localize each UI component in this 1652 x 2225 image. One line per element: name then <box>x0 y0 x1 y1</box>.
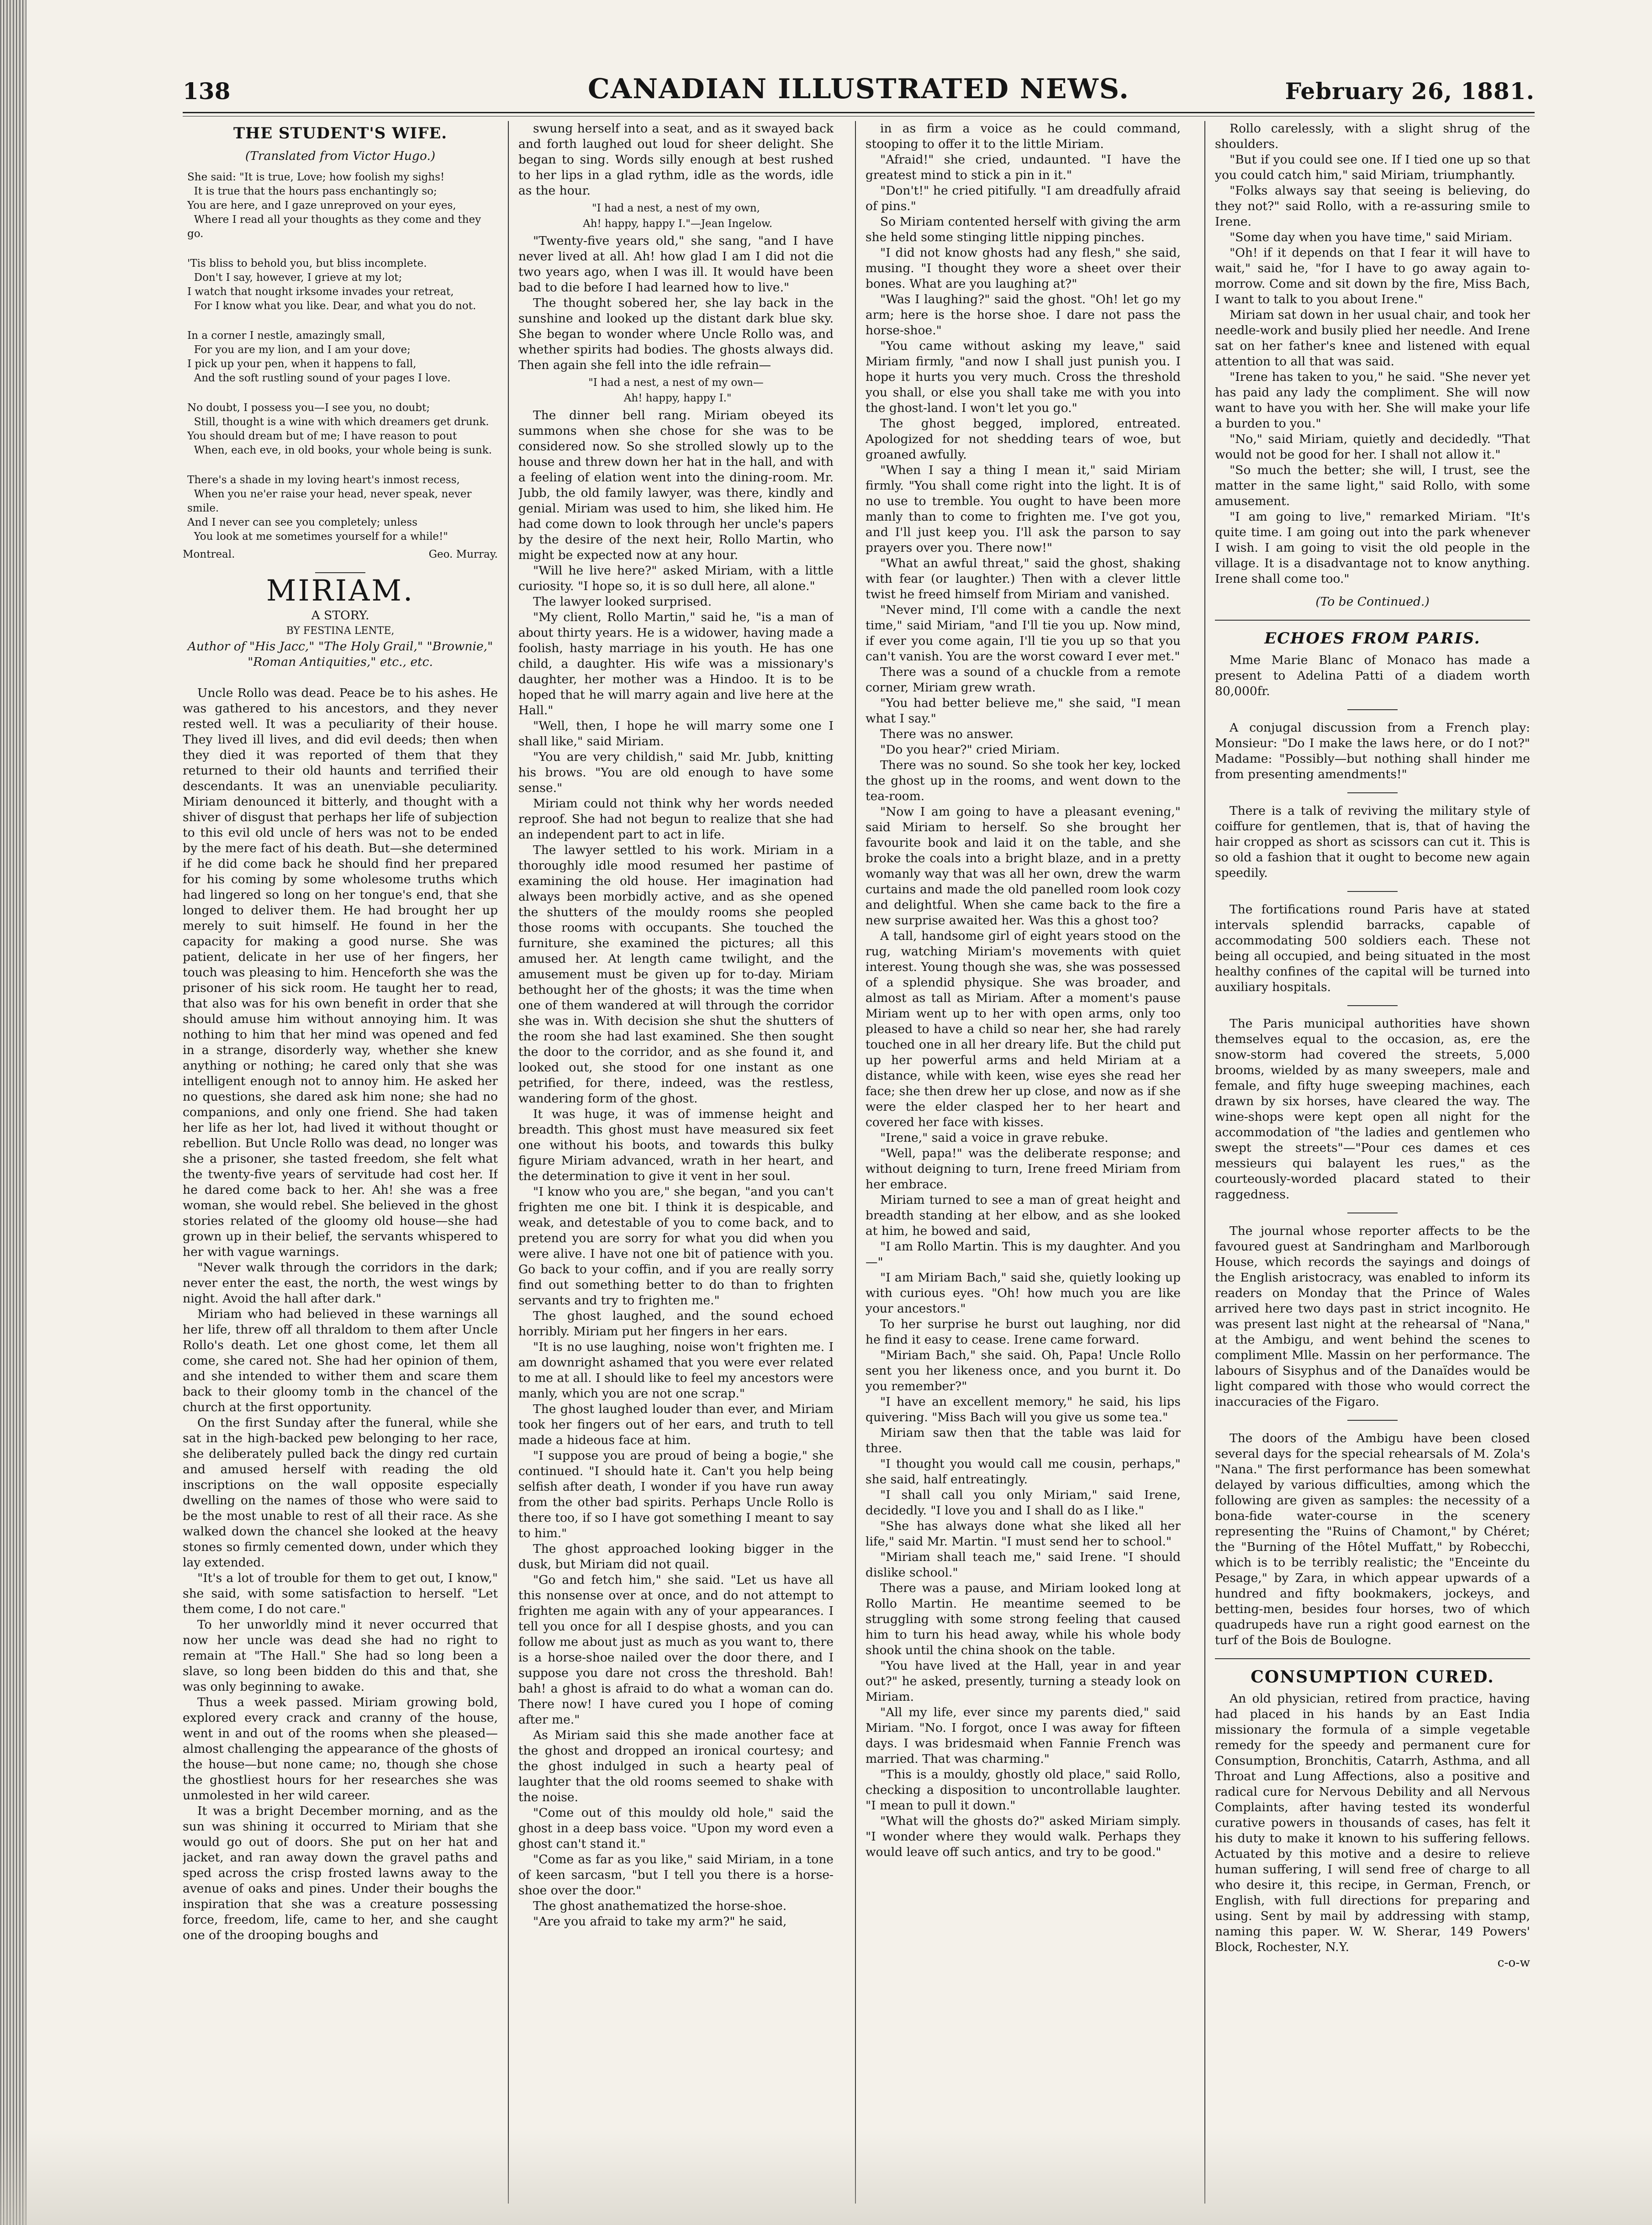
story-paragraph: "You have lived at the Hall, year in and year out?" he asked, presently, turning a steady look on Miriam. <box>866 1659 1181 1704</box>
story-paragraph: The ghost laughed, and the sound echoed horribly. Miriam put her fingers in her ears. <box>518 1309 834 1339</box>
story-paragraph: "What an awful threat," said the ghost, shaking with fear (or laughter.) Then with a clever little twist he freed himself from Miriam and vanished. <box>866 556 1181 601</box>
page-binding-edge <box>0 0 26 2225</box>
story-paragraph: "What will the ghosts do?" asked Miriam simply. "I wonder where they would walk. Perhaps they would leave off such antics, and try to be good." <box>866 1814 1181 1859</box>
story-paragraph: "You came without asking my leave," said Miriam firmly, "and now I shall just punish you. I hope it hurts you very much. Cross the threshold you shall, or else you shall take me with you into the ghost-land. I won't let you go." <box>866 339 1181 415</box>
story-paragraph: "Irene," said a voice in grave rebuke. <box>880 1131 1108 1145</box>
story-paragraph: "Irene has taken to you," he said. "She never yet has paid any lady the compliment. She will now want to have you with her. She will make your life a burden to you." <box>1215 370 1530 431</box>
column-4 <box>1215 121 1530 2204</box>
poem-author: Geo. Murray. <box>428 548 498 560</box>
to-be-continued: (To be Continued.) <box>1315 595 1430 609</box>
poem-signature <box>183 547 498 562</box>
story-paragraph: "This is a mouldy, ghostly old place," said Rollo, checking a disposition to uncontrollable laughter. "I mean to pull it down." <box>866 1767 1181 1813</box>
story-paragraph: The ghost approached looking bigger in the dusk, but Miriam did not quail. <box>518 1542 834 1571</box>
ad-code: c-o-w <box>1497 1956 1530 1970</box>
story-paragraph: "Oh! if it depends on that I fear it will have to wait," said he, "for I have to go away again to-morrow. Come and sit down by the fire, Miss Bach, I want to talk to you about Irene." <box>1215 246 1530 306</box>
story-paragraph: "I am Rollo Martin. This is my daughter. And you—" <box>866 1239 1181 1269</box>
section-rule <box>315 572 365 573</box>
header-rule <box>183 112 1535 116</box>
poem-body <box>183 170 498 544</box>
echoes-item: The Paris municipal authorities have shown themselves equal to the occasion, as, ere the snow-storm had covered the streets, 5,000 brooms, wielded by as many sweepers, male and female, and fifty huge sweeping machines, each drawn by six horses, have cleared the way. The wine-shops were kept open all night for the accommodation of "the ladies and gentlemen who swept the streets"—"Pour ces dames et ces messieurs qui balayent les rues," as the courteously-worded placard stated to their raggedness. <box>1215 1017 1530 1202</box>
story-paragraph: in as firm a voice as he could command, stooping to offer it to the little Miriam. <box>866 121 1181 151</box>
story-paragraph: Uncle Rollo was dead. Peace be to his ashes. He was gathered to his ancestors, and they never rested well. It was a peculiarity of their house. They lived ill lives, and did evil deeds; then when they died it was reported of them that they returned to their old haunts and terrified their descendants. It was an unenviable peculiarity. Miriam denounced it bitterly, and thought with a shiver of disgust that perhaps her life of subjection to this evil old uncle of hers was not to be ended by the mere fact of his death. But—she determined if he did come back he should find her prepared for his coming by some wholesome truths which had lingered so long on her tongue's end, that she longed to deliver them. He had brought her up merely to suit himself. He found in her the capacity for making a good nurse. She was patient, delicate in her use of her fingers, her touch was pleasing to him. Henceforth she was the prisoner of his sick room. He taught her to read, that also was for his own benefit in order that she should amuse him without annoying him. It was nothing to him that her mind was opened and fed in a strange, disorderly way, whether she knew anything or nothing; he cared only that she was intelligent enough not to annoy him. He asked her no questions, she dared ask him none; she had no companions, and only one friend. She had taken her life as her lot, had lived it without thought or rebellion. But Uncle Rollo was dead, no longer was she a prisoner, she tasted freedom, she felt what the twenty-five years of servitude had cost her. If he dared come back to her. Ah! she was a free woman, she would rebel. She believed in the ghost stories related of the gloomy old house—she had grown up in their belief, the servants whispered to her with vague warnings. <box>183 686 498 1259</box>
item-rule <box>1347 1420 1398 1421</box>
story-paragraph: "But if you could see one. If I tied one up so that you could catch him," said Miriam, triumphantly. <box>1215 153 1530 182</box>
story-paragraph: "Folks always say that seeing is believing, do they not?" said Rollo, with a re-assuring smile to Irene. <box>1215 184 1530 229</box>
story-paragraph: "When I say a thing I mean it," said Miriam firmly. "You shall come right into the light. It is of no use to tremble. You ought to have been more manly than to come to frighten me. I've got you, and I'll just keep you. I'll ask the parson to say prayers over you. There now!" <box>866 463 1181 555</box>
echoes-item: The doors of the Ambigu have been closed several days for the special rehearsals of M. Zola's "Nana." The first performance has been somewhat delayed by various difficulties, among which the following are given as samples: the necessity of a bona-fide water-course in the scenery representing the "Ruins of Chamont," by Chéret; the "Burning of the Hôtel Muffatt," by Robecchi, which is to be terribly realistic; the "Enceinte du Pesage," by Zara, in which appear upwards of a hundred and fifty bookmakers, jockeys, and betting-men, besides four horses, two of which quadrupeds have run a right good earnest on the turf of the Bois de Boulogne. <box>1215 1431 1530 1647</box>
page-header <box>183 69 1535 110</box>
story-paragraph: "You had better believe me," she said, "I mean what I say." <box>866 696 1181 726</box>
paper-stain <box>0 2128 1652 2225</box>
story-paragraph: "Go and fetch him," she said. "Let us have all this nonsense over at once, and do not attempt to frighten me again with any of your appearances. I tell you once for all I despise ghosts, and you can follow me about just as much as you want to, there is a horse-shoe nailed over the door there, and I suppose you dare not cross the threshold. Bah! bah! a ghost is afraid to do what a woman can do. There now! I have cured you I hope of coming after me." <box>518 1573 834 1727</box>
story-verse: "I had a nest, a nest of my own— Ah! happy, happy I." <box>588 377 764 404</box>
story-paragraph: "All my life, ever since my parents died," said Miriam. "No. I forgot, once I was away for fifteen days. I was bridesmaid when Fannie French was married. That was charming." <box>866 1705 1181 1766</box>
echoes-item: A conjugal discussion from a French play: Monsieur: "Do I make the laws here, or do I not?" Madame: "Possibly—but nothing shall hinder me from presenting amendments!" <box>1215 721 1530 781</box>
story-paragraph: There was a pause, and Miriam looked long at Rollo Martin. He meantime seemed to be struggling with some strong feeling that caused him to turn his head away, while his whole body shook until the china shook on the table. <box>866 1581 1181 1657</box>
column-divider <box>855 121 856 2204</box>
story-paragraph: There was no answer. <box>880 727 1014 741</box>
story-paragraph: The ghost begged, implored, entreated. Apologized for not shedding tears of woe, but groaned awfully. <box>866 417 1181 462</box>
echoes-item: The fortifications round Paris have at stated intervals splendid barracks, capable of accommodating 500 soldiers each. These not being all occupied, and being situated in the most healthy confines of the capital will be turned into auxiliary hospitals. <box>1215 902 1530 994</box>
story-paragraph: "Are you afraid to take my arm?" he said, <box>533 1914 787 1929</box>
story-paragraph: "Come as far as you like," said Miriam, in a tone of keen sarcasm, "but I tell you there is a horse-shoe over the door." <box>518 1852 834 1898</box>
story-paragraph: "Miriam Bach," she said. Oh, Papa! Uncle Rollo sent you her likeness once, and you burnt it. Do you remember?" <box>866 1348 1181 1393</box>
story-paragraph: "It's a lot of trouble for them to get out, I know," she said, with some satisfaction to herself. "Let them come, I do not care." <box>183 1571 498 1616</box>
story-paragraph: "Don't!" he cried pitifully. "I am dreadfully afraid of pins." <box>866 184 1181 213</box>
poem-stanza: There's a shade in my loving heart's inmost recess, When you ne'er raise your head, never speak, never smile. And I never can see you completely; unless You look at me sometimes yourself for a while!" <box>187 474 472 543</box>
story-paragraph: As Miriam said this she made another face at the ghost and dropped an ironical courtesy; and the ghost indulged in such a hearty peal of laughter that the old rooms seemed to shake with the noise. <box>518 1728 834 1804</box>
story-paragraph: "Was I laughing?" said the ghost. "Oh! let go my arm; here is the horse shoe. I dare not pass the horse-shoe." <box>866 292 1181 337</box>
poem-stanza: 'Tis bliss to behold you, but bliss incomplete. Don't I say, however, I grieve at my lot; I watch that nought irksome invades your retreat, For I know what you like. Dear, and what you do not. <box>187 258 476 312</box>
column-3 <box>866 121 1181 2204</box>
masthead-title: CANADIAN ILLUSTRATED NEWS. <box>587 73 1130 105</box>
item-rule <box>1347 891 1398 892</box>
story-paragraph: swung herself into a seat, and as it swayed back and forth laughed out loud for sheer delight. She began to sing. Words silly enough at best rushed to her lips in a glad rythm, idle as the words, idle as the hour. <box>518 121 834 198</box>
story-paragraph: Thus a week passed. Miriam growing bold, explored every crack and cranny of the house, went in and out of the rooms when she pleased—almost challenging the appearance of the ghosts of the house—but none came; no, though she chose the ghostliest hours for her researches she was unmolested in her wild career. <box>183 1695 498 1803</box>
story-paragraph: Miriam sat down in her usual chair, and took her needle-work and busily plied her needle. And Irene sat on her father's knee and listened with equal attention to all that was said. <box>1215 308 1530 369</box>
story-paragraph: "I shall call you only Miriam," said Irene, decidedly. "I love you and I shall do as I like." <box>866 1488 1181 1518</box>
story-paragraph: "I know who you are," she began, "and you can't frighten me one bit. I think it is despicable, and weak, and detestable of you to come back, and to pretend you are sorry for what you did when you were alive. I have not one bit of patience with you. Go back to your coffin, and if you are really sorry find out something better to do than to frighten servants and try to frighten me." <box>518 1185 834 1308</box>
story-paragraph: On the first Sunday after the funeral, while she sat in the high-backed pew belonging to her race, she deliberately pulled back the dingy red curtain and amused herself with reading the old inscriptions on the wall opposite especially dwelling on the names of those who were said to be the most unable to rest of all their race. As she walked down the chancel she looked at the heavy stones so firmly cemented down, under which they lay extended. <box>183 1416 498 1570</box>
column-divider <box>508 121 509 2204</box>
story-paragraph: "Never mind, I'll come with a candle the next time," said Miriam, "and I'll tie you up. Now mind, if ever you come again, I'll tie you up so that you can't vanish. You are the worst coward I ever met." <box>866 603 1181 664</box>
story-paragraph: "Well, then, I hope he will marry some one I shall like," said Miriam. <box>518 719 834 749</box>
story-paragraph: Rollo carelessly, with a slight shrug of the shoulders. <box>1215 121 1530 151</box>
story-paragraph: "Some day when you have time," said Miriam. <box>1230 230 1513 244</box>
story-paragraph: The ghost laughed louder than ever, and Miriam took her fingers out of her ears, and truth to tell made a hideous face at him. <box>518 1402 834 1447</box>
column-divider <box>1204 121 1205 2204</box>
item-rule <box>1347 792 1398 793</box>
story-paragraph: "I am going to live," remarked Miriam. "It's quite time. I am going out into the park whenever I wish. I am going to visit the old people in the village. It is a disadvantage not to know anything. Irene shall come too." <box>1215 510 1530 586</box>
story-paragraph: "Miriam shall teach me," said Irene. "I should dislike school." <box>866 1550 1181 1580</box>
story-paragraph: "Never walk through the corridors in the dark; never enter the east, the north, the west wings by night. Avoid the hall after dark." <box>183 1260 498 1306</box>
story-paragraph: The ghost anathematized the horse-shoe. <box>533 1899 787 1913</box>
section-rule <box>1215 1658 1530 1659</box>
page-number: 138 <box>183 78 231 105</box>
story-paragraph: "Do you hear?" cried Miriam. <box>880 743 1060 757</box>
story-paragraph: "I am Miriam Bach," said she, quietly looking up with curious eyes. "Oh! how much you are like your ancestors." <box>866 1271 1181 1316</box>
story-paragraph: There was a sound of a chuckle from a remote corner, Miriam grew wrath. <box>866 665 1181 695</box>
story-title: MIRIAM. <box>266 574 415 608</box>
consumption-title: CONSUMPTION CURED. <box>1251 1667 1494 1687</box>
story-kind: A STORY. <box>311 608 369 622</box>
story-paragraph: "I did not know ghosts had any flesh," she said, musing. "I thought they wore a sheet over their bones. What are you laughing at?" <box>866 246 1181 291</box>
story-verse: "I had a nest, a nest of my own, Ah! happy, happy I."—Jean Ingelow. <box>583 202 773 230</box>
poem-subtitle: (Translated from Victor Hugo.) <box>245 149 436 163</box>
story-paragraph: "You are very childish," said Mr. Jubb, knitting his brows. "You are old enough to have some sense." <box>518 750 834 795</box>
poem-stanza: She said: "It is true, Love; how foolish my sighs! It is true that the hours pass enchantingly so; You are here, and I gaze unreproved on your eyes, Where I read all your thoughts as they come and they go. <box>187 171 481 240</box>
story-paragraph: "My client, Rollo Martin," said he, "is a man of about thirty years. He is a widower, having made a foolish, hasty marriage in his youth. He has one child, a daughter. His wife was a missionary's daughter, her mother was a Hindoo. It is to be hoped that he will marry again and live here at the Hall." <box>518 610 834 717</box>
story-paragraph: "Now I am going to have a pleasant evening," said Miriam to herself. So she brought her favourite book and laid it on the table, and she broke the coals into a bright blaze, and in a pretty womanly way that was all her own, drew the warm curtains and made the old panelled room look cozy and delightful. When she came back to the fire a new surprise awaited her. Was this a ghost too? <box>866 805 1181 928</box>
story-byline-works: Author of "His Jacc," "The Holy Grail," "Brownie," "Roman Antiquities," etc., etc. <box>187 639 493 669</box>
story-paragraph: Miriam turned to see a man of great height and breadth standing at her elbow, and as she looked at him, he bowed and said, <box>866 1193 1181 1238</box>
story-paragraph: It was huge, it was of immense height and breadth. This ghost must have measured six feet one without his boots, and towards this bulky figure Miriam advanced, wrath in her heart, and the determination to give it vent in her soul. <box>518 1107 834 1183</box>
echoes-item: Mme Marie Blanc of Monaco has made a present to Adelina Patti of a diadem worth 80,000fr. <box>1215 653 1530 698</box>
issue-date: February 26, 1881. <box>1285 78 1535 105</box>
story-paragraph: "Well, papa!" was the deliberate response; and without deigning to turn, Irene freed Miriam from her embrace. <box>866 1146 1181 1192</box>
story-paragraph: It was a bright December morning, and as the sun was shining it occurred to Miriam that she would go out of doors. She put on her hat and jacket, and ran away down the gravel paths and sped across the crisp frosted lawns away to the avenue of oaks and pines. Under their boughs the inspiration that she was a creature possessing force, freedom, life, came to her, and she caught one of the drooping boughs and <box>183 1804 498 1942</box>
story-paragraph: Miriam could not think why her words needed reproof. She had not begun to realize that she had an independent part to act in life. <box>518 796 834 842</box>
poem-title: THE STUDENT'S WIFE. <box>233 124 448 142</box>
echoes-item: The journal whose reporter affects to be the favoured guest at Sandringham and Marlborough House, which records the sayings and doings of the English aristocracy, was enabled to inform its readers on Monday that the Prince of Wales arrived here two days past in strict incognito. He was present last night at the rehearsal of "Nana," at the Ambigu, and went behind the scenes to compliment Mlle. Massin on her performance. The labours of Sisyphus and of the Danaïdes would be light compared with those who would correct the inaccuracies of the Figaro. <box>1215 1224 1530 1409</box>
column-1 <box>183 121 498 2204</box>
story-byline: BY FESTINA LENTE, <box>286 625 395 637</box>
story-paragraph: The lawyer looked surprised. <box>533 595 712 609</box>
story-paragraph: "Will he live here?" asked Miriam, with a little curiosity. "I hope so, it is so dull here, all alone." <box>518 564 834 593</box>
item-rule <box>1347 1005 1398 1006</box>
story-paragraph: "It is no use laughing, noise won't frighten me. I am downright ashamed that you were ever related to me at all. I should like to feel my ancestors were manly, which you are not one scrap." <box>518 1340 834 1401</box>
section-rule <box>1215 620 1530 621</box>
story-paragraph: Miriam who had believed in these warnings all her life, threw off all thraldom to them after Uncle Rollo's death. Let one ghost come, let them all come, she cared not. She had her opinion of them, and she intended to wither them and scare them back to their gloomy tomb in the chancel of the church at the first opportunity. <box>183 1307 498 1414</box>
story-paragraph: "She has always done what she liked all her life," said Mr. Martin. "I must send her to school." <box>866 1519 1181 1549</box>
story-paragraph: A tall, handsome girl of eight years stood on the rug, watching Miriam's movements with quiet interest. Young though she was, she was possessed of a splendid physique. She was broader, and almost as tall as Miriam. After a moment's pause Miriam went up to her with open arms, only too pleased to have a child so near her, she had rarely touched one in all her dreary life. But the child put up her powerful arms and held Miriam at a distance, while with keen, wise eyes she read her face; she then drew her up close, and now as if she were the elder clasped her to her heart and covered her face with kisses. <box>866 929 1181 1129</box>
story-paragraph: There was no sound. So she took her key, locked the ghost up in the rooms, and went down to the tea-room. <box>866 758 1181 803</box>
story-paragraph: The thought sobered her, she lay back in the sunshine and looked up the distant dark blue sky. She began to wonder where Uncle Rollo was, and whether spirits had bodies. The ghosts always did. Then again she fell into the idle refrain— <box>518 296 834 372</box>
story-paragraph: To her unworldly mind it never occurred that now her uncle was dead she had no right to remain at "The Hall." She had so long been a slave, so long been bidden do this and that, she was only beginning to awake. <box>183 1618 498 1694</box>
consumption-advert: An old physician, retired from practice, having had placed in his hands by an East India missionary the formula of a simple vegetable remedy for the speedy and permanent cure for Consumption, Bronchitis, Catarrh, Asthma, and all Throat and Lung Affections, also a positive and radical cure for Nervous Debility and all Nervous Complaints, after having tested its wonderful curative powers in thousands of cases, has felt it his duty to make it known to his suffering fellows. Actuated by this motive and a desire to relieve human suffering, I will send free of charge to all who desire it, this recipe, in German, French, or English, with full directions for preparing and using. Sent by mail by addressing with stamp, naming this paper. W. W. Sherar, 149 Powers' Block, Rochester, N.Y. <box>1215 1692 1530 1954</box>
story-paragraph: "Afraid!" she cried, undaunted. "I have the greatest mind to stick a pin in it." <box>866 153 1181 182</box>
story-paragraph: The dinner bell rang. Miriam obeyed its summons when she chose for she was to be considered now. So she strolled slowly up to the house and threw down her hat in the hall, and with a feeling of elation went into the dining-room. Mr. Jubb, the old family lawyer, was there, kindly and genial. Miriam was used to him, she liked him. He had come down to look through her uncle's papers by the desire of the next heir, Rollo Martin, who might be expected now at any hour. <box>518 408 834 562</box>
echoes-title: ECHOES FROM PARIS. <box>1264 629 1481 648</box>
poem-place: Montreal. <box>183 548 235 560</box>
echoes-item: There is a talk of reviving the military style of coiffure for gentlemen, that is, that of having the hair cropped as short as scissors can cut it. This is so old a fashion that it ought to become new again speedily. <box>1215 804 1530 880</box>
story-paragraph: The lawyer settled to his work. Miriam in a thoroughly idle mood resumed her pastime of examining the old house. Her imagination had always been morbidly active, and as she opened the shutters of the mouldy rooms she peopled those rooms with occupants. She touched the furniture, she examined the pictures; all this amused her. At length came twilight, and the amusement must be given up for to-day. Miriam bethought her of the ghosts; it was the time when one of them wandered at will through the corridor she was in. With decision she shut the shutters of the room she had last examined. She then sought the door to the corridor, and as she found it, and looked out, she stood for one instant as one petrified, for there, indeed, was the restless, wandering form of the ghost. <box>518 843 834 1106</box>
story-paragraph: "I suppose you are proud of being a bogie," she continued. "I should hate it. Can't you help being selfish after death, I wonder if you have run away from the other bad spirits. Perhaps Uncle Rollo is there too, if so I have got something I meant to say to him." <box>518 1449 834 1540</box>
story-paragraph: "So much the better; she will, I trust, see the matter in the same light," said Rollo, with some amusement. <box>1215 463 1530 508</box>
story-paragraph: To her surprise he burst out laughing, nor did he find it easy to cease. Irene came forward. <box>866 1317 1181 1347</box>
story-paragraph: "Come out of this mouldy old hole," said the ghost in a deep bass voice. "Upon my word even a ghost can't stand it." <box>518 1806 834 1851</box>
story-paragraph: "I have an excellent memory," he said, his lips quivering. "Miss Bach will you give us some tea." <box>866 1395 1181 1424</box>
poem-stanza: In a corner I nestle, amazingly small, For you are my lion, and I am your dove; I pick up your pen, when it happens to fall, And the soft rustling sound of your pages I love. <box>187 330 451 384</box>
story-paragraph: "I thought you would call me cousin, perhaps," she said, half entreatingly. <box>866 1457 1181 1487</box>
story-paragraph: "No," said Miriam, quietly and decidedly. "That would not be good for her. I shall not allow it." <box>1215 432 1530 462</box>
item-rule <box>1347 709 1398 710</box>
story-paragraph: "Twenty-five years old," she sang, "and I have never lived at all. Ah! how glad I am I did not die two years ago, when I was ill. It would have been bad to die before I had learned how to live." <box>518 234 834 295</box>
poem-stanza: No doubt, I possess you—I see you, no doubt; Still, thought is a wine with which dreamers get drunk. You should dream but of me; I have reason to pout When, each eve, in old books, your whole being is sunk. <box>187 402 492 456</box>
column-2 <box>518 121 834 2204</box>
story-paragraph: Miriam saw then that the table was laid for three. <box>866 1426 1181 1455</box>
story-paragraph: So Miriam contented herself with giving the arm she held some stinging little nipping pinches. <box>866 215 1181 244</box>
